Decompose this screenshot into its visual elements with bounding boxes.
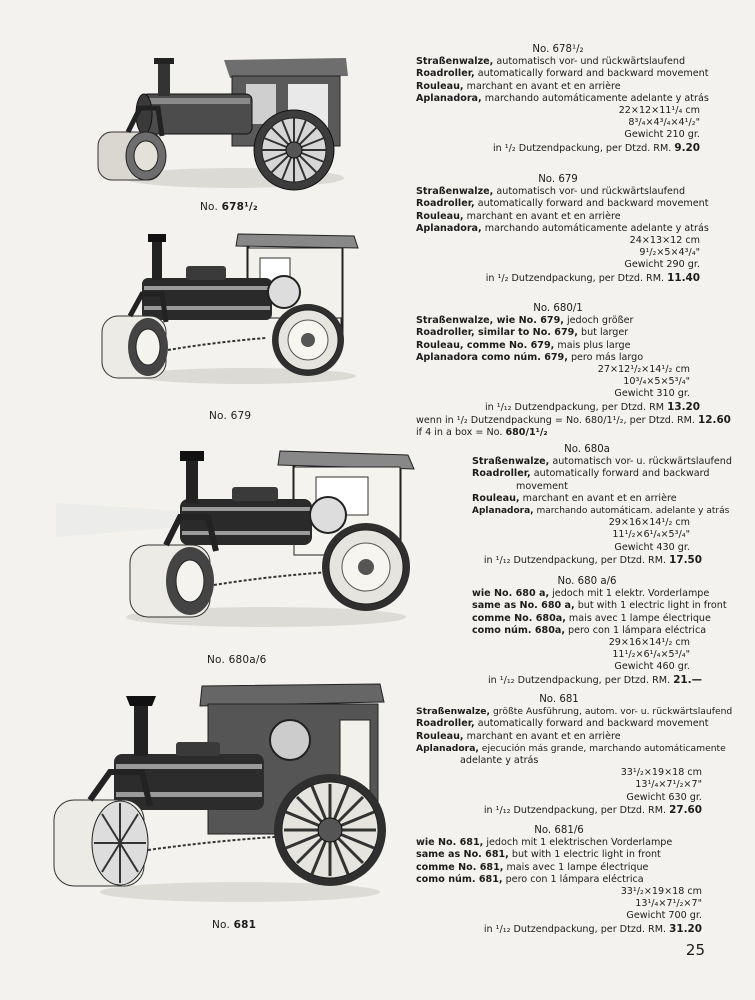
weight: Gewicht 310 gr. bbox=[614, 388, 690, 400]
price-line: in ¹/₁₂ Dutzendpackung, per Dtzd. RM 13.20 bbox=[484, 400, 700, 413]
desc-fr: Rouleau, marchant en avant et en arrière bbox=[416, 80, 621, 92]
weight: Gewicht 460 gr. bbox=[614, 661, 690, 673]
desc-de: Straßenwalze, größte Ausführung, autom. vor- u. rückwärtslaufend bbox=[416, 706, 733, 718]
dimensions-inch: 11¹/₂×6¹/₄×5³/₄" bbox=[612, 649, 690, 661]
caption-prefix: No. bbox=[209, 410, 228, 422]
alt-price-line: wenn in ¹/₂ Dutzendpackung = No. 680/1¹/₂, per Dtzd. RM. 12.60 bbox=[416, 413, 731, 426]
desc-fr: comme No. 680a, mais avec 1 lampe électrique bbox=[472, 612, 711, 624]
weight: Gewicht 210 gr. bbox=[624, 129, 700, 141]
alt-box-line: if 4 in a box = No. 680/1¹/₂ bbox=[416, 427, 548, 439]
desc-en: Roadroller, automatically forward and backward bbox=[472, 468, 710, 480]
entry-679 bbox=[416, 174, 709, 285]
price-line: in ¹/₁₂ Dutzendpackung, per Dtzd. RM. 27.60 bbox=[483, 803, 702, 816]
entry-680-1 bbox=[416, 303, 731, 439]
dimensions-inch: 10³/₄×5×5³/₄" bbox=[623, 376, 690, 388]
caption-number: 680a/6 bbox=[228, 654, 267, 666]
caption-680a6 bbox=[207, 654, 267, 666]
desc-es: Aplanadora como núm. 679, pero más largo bbox=[416, 351, 644, 363]
weight: Gewicht 290 gr. bbox=[624, 259, 700, 271]
item-number: No. 680 a/6 bbox=[557, 576, 617, 587]
roadroller-680a6-illustration bbox=[56, 445, 418, 635]
desc-en: same as No. 680 a, but with 1 electric light in front bbox=[472, 600, 727, 612]
dimensions-inch: 8³/₄×4³/₄×4¹/₂" bbox=[628, 117, 700, 129]
weight: Gewicht 630 gr. bbox=[626, 791, 702, 803]
dimensions-cm: 33¹/₂×19×18 cm bbox=[620, 767, 702, 779]
desc-de: Straßenwalze, automatisch vor- und rückwärtslaufend bbox=[416, 186, 686, 198]
desc-fr: Rouleau, marchant en avant et en arrière bbox=[416, 730, 621, 742]
desc-fr: Rouleau, marchant en avant et en arrière bbox=[416, 210, 621, 222]
entry-681 bbox=[416, 694, 733, 817]
entry-678 bbox=[416, 44, 709, 155]
dimensions-cm: 33¹/₂×19×18 cm bbox=[620, 886, 702, 898]
dimensions-inch: 11¹/₂×6¹/₄×5³/₄" bbox=[612, 529, 690, 541]
item-number: No. 680a bbox=[564, 444, 610, 455]
dimensions-cm: 29×16×14¹/₂ cm bbox=[608, 637, 690, 649]
dimensions-inch: 13¹/₄×7¹/₂×7" bbox=[635, 779, 702, 791]
desc-es: Aplanadora, marchando automáticamente adelante y atrás bbox=[416, 222, 709, 234]
caption-number: 679 bbox=[230, 410, 252, 422]
desc-de: wie No. 680 a, jedoch mit 1 elektr. Vorderlampe bbox=[472, 588, 710, 600]
desc-es: Aplanadora, marchando automáticamente adelante y atrás bbox=[416, 92, 709, 104]
price-line: in ¹/₁₂ Dutzendpackung, per Dtzd. RM. 17.50 bbox=[483, 553, 702, 566]
roadroller-681-illustration bbox=[50, 680, 390, 908]
desc-de: Straßenwalze, automatisch vor- und rückwärtslaufend bbox=[416, 56, 686, 68]
caption-number: 681 bbox=[233, 919, 257, 931]
desc-en-cont: movement bbox=[516, 480, 568, 492]
item-number: No. 680/1 bbox=[533, 303, 583, 314]
caption-681 bbox=[212, 919, 256, 931]
page-number: 25 bbox=[685, 941, 705, 959]
dimensions-cm: 29×16×14¹/₂ cm bbox=[608, 517, 690, 529]
dimensions-inch: 13¹/₄×7¹/₂×7" bbox=[635, 898, 702, 910]
dimensions-cm: 22×12×11¹/₄ cm bbox=[618, 105, 700, 117]
price-line: in ¹/₂ Dutzendpackung, per Dtzd. RM. 9.20 bbox=[492, 141, 700, 154]
desc-fr: Rouleau, marchant en avant et en arrière bbox=[472, 492, 677, 504]
entry-681-6 bbox=[416, 825, 702, 936]
weight: Gewicht 430 gr. bbox=[614, 541, 690, 553]
desc-en: Roadroller, automatically forward and backward movement bbox=[416, 68, 709, 80]
desc-en: same as No. 681, but with 1 electric light in front bbox=[416, 849, 661, 861]
desc-es: como núm. 681, pero con 1 lámpara eléctrica bbox=[416, 873, 644, 885]
desc-fr: comme No. 681, mais avec 1 lampe électrique bbox=[416, 861, 649, 873]
caption-prefix: No. bbox=[207, 654, 226, 666]
caption-number: 678¹/₂ bbox=[221, 201, 258, 213]
item-number: No. 678¹/₂ bbox=[532, 44, 584, 55]
roadroller-678-illustration bbox=[84, 48, 354, 198]
dimensions-cm: 27×12¹/₂×14¹/₂ cm bbox=[597, 364, 690, 376]
desc-es: Aplanadora, marchando automáticam. adelante y atrás bbox=[472, 506, 730, 517]
caption-679 bbox=[209, 410, 251, 422]
weight: Gewicht 700 gr. bbox=[626, 910, 702, 922]
price-line: in ¹/₂ Dutzendpackung, per Dtzd. RM. 11.40 bbox=[485, 271, 700, 284]
desc-en: Roadroller, automatically forward and backward movement bbox=[416, 198, 709, 210]
desc-en: Roadroller, automatically forward and backward movement bbox=[416, 718, 709, 730]
desc-de: Straßenwalze, automatisch vor- u. rückwärtslaufend bbox=[472, 456, 732, 468]
dimensions-cm: 24×13×12 cm bbox=[629, 235, 700, 247]
caption-678 bbox=[200, 201, 258, 213]
desc-de: Straßenwalze, wie No. 679, jedoch größer bbox=[416, 315, 634, 327]
price-line: in ¹/₁₂ Dutzendpackung, per Dtzd. RM. 31.20 bbox=[483, 922, 702, 935]
desc-de: wie No. 681, jedoch mit 1 elektrischen Vorderlampe bbox=[416, 837, 673, 849]
desc-en: Roadroller, similar to No. 679, but larger bbox=[416, 327, 629, 339]
item-number: No. 681/6 bbox=[534, 825, 584, 836]
desc-fr: Rouleau, comme No. 679, mais plus large bbox=[416, 339, 631, 351]
entry-680a bbox=[472, 444, 732, 567]
price-line: in ¹/₁₂ Dutzendpackung, per Dtzd. RM. 21.— bbox=[487, 673, 702, 686]
caption-prefix: No. bbox=[200, 201, 219, 213]
caption-prefix: No. bbox=[212, 919, 231, 931]
item-number: No. 679 bbox=[538, 174, 578, 185]
dimensions-inch: 9¹/₂×5×4³/₄" bbox=[639, 247, 700, 259]
desc-es: como núm. 680a, pero con 1 lámpara eléctrica bbox=[472, 624, 707, 636]
desc-es: Aplanadora, ejecución más grande, marchando automáticamente bbox=[416, 742, 726, 754]
roadroller-679-illustration bbox=[96, 230, 366, 390]
entry-680a-6 bbox=[472, 576, 727, 687]
item-number: No. 681 bbox=[539, 694, 579, 705]
desc-es-cont: adelante y atrás bbox=[460, 755, 539, 767]
